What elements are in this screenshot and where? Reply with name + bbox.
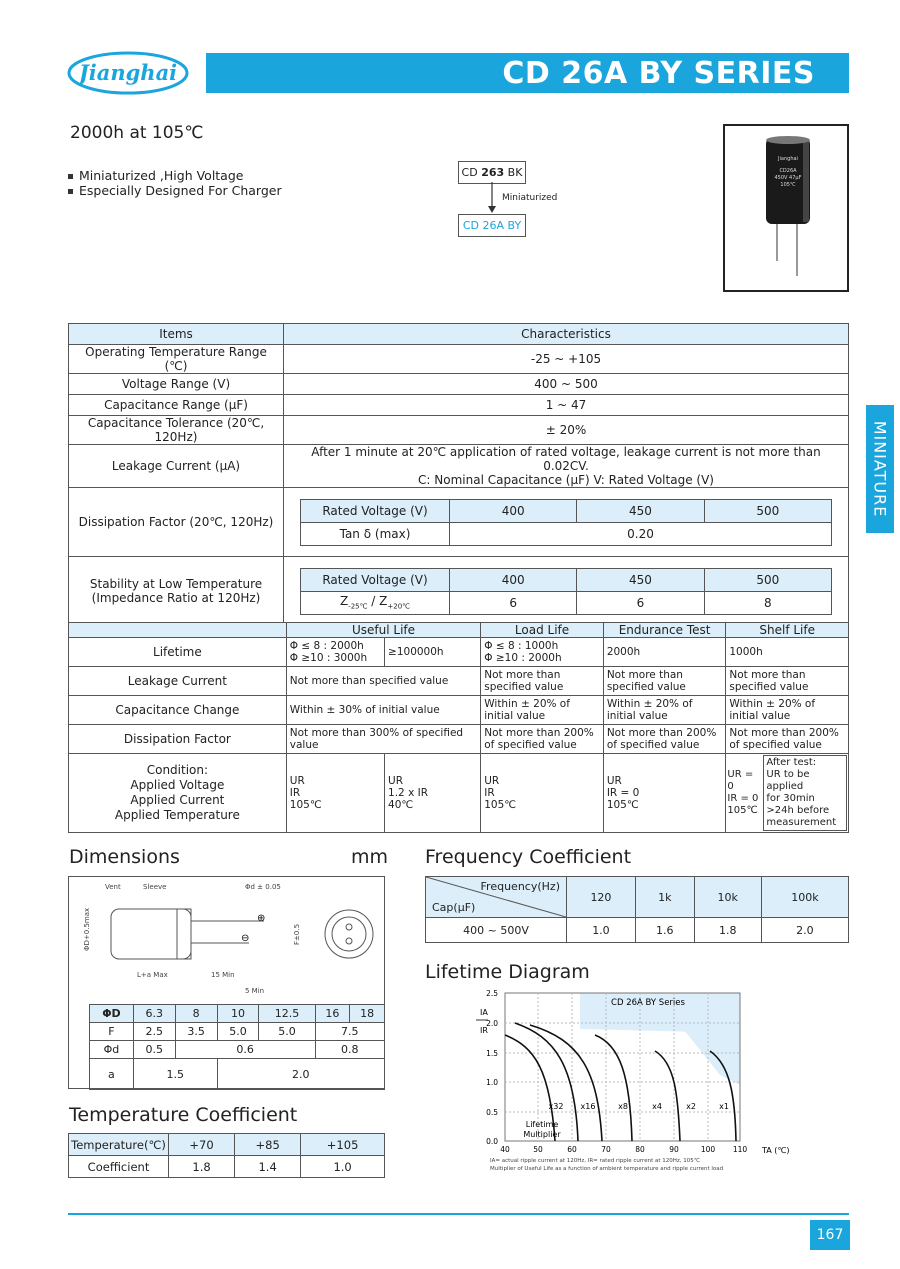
svg-text:70: 70 bbox=[601, 1145, 611, 1154]
lifetime-diagram bbox=[440, 985, 800, 1175]
svg-text:Sleeve: Sleeve bbox=[143, 883, 167, 891]
dimensions-title: Dimensions bbox=[69, 846, 180, 868]
dimensions-unit: mm bbox=[351, 846, 389, 868]
subtitle: 2000h at 105℃ bbox=[70, 123, 204, 143]
svg-text:IA= actual ripple current at 1: IA= actual ripple current at 120Hz, IR= rated ripple current at 120Hz, 105℃ bbox=[490, 1158, 700, 1164]
logo-text: Jianghai bbox=[78, 60, 178, 85]
arrow-down-icon bbox=[486, 182, 498, 214]
svg-text:IR: IR bbox=[480, 1026, 488, 1035]
svg-text:Φd ± 0.05: Φd ± 0.05 bbox=[245, 883, 281, 891]
frequency-title: Frequency Coefficient bbox=[425, 846, 632, 868]
feature-item: Especially Designed For Charger bbox=[68, 183, 282, 198]
series-from-box: CD 263 BK bbox=[458, 161, 526, 184]
svg-text:F±0.5: F±0.5 bbox=[293, 923, 301, 945]
minus-icon: ⊖ bbox=[241, 933, 250, 944]
plus-icon: ⊕ bbox=[257, 913, 266, 924]
dimensions-box bbox=[68, 876, 385, 1089]
svg-text:x2: x2 bbox=[686, 1102, 696, 1111]
svg-text:2.5: 2.5 bbox=[486, 989, 498, 998]
df-subtable: Rated Voltage (V) 400 450 500 Tan δ (max) 0.20 bbox=[300, 499, 832, 546]
svg-text:x32: x32 bbox=[548, 1102, 564, 1111]
svg-text:Vent: Vent bbox=[105, 883, 121, 891]
temperature-title: Temperature Coefficient bbox=[69, 1104, 298, 1126]
page-number: 167 bbox=[810, 1220, 850, 1250]
svg-text:CD 26A BY Series: CD 26A BY Series bbox=[611, 998, 685, 1008]
svg-text:x4: x4 bbox=[652, 1102, 662, 1111]
footer-line bbox=[68, 1213, 849, 1215]
temperature-table: Temperature(℃) +70 +85 +105 Coefficient 1.8 1.4 1.0 bbox=[68, 1133, 385, 1178]
stability-subtable: Rated Voltage (V) 400 450 500 $Z_{-25℃} / Z_{+20℃}$ 6 6 8 bbox=[300, 568, 832, 615]
frequency-table: Frequency(Hz) Cap(μF) 120 1k 10k 100k 400 ~ 500V 1.0 1.6 1.8 2.0 bbox=[425, 876, 849, 943]
life-test-table: Useful Life Load Life Endurance Test Shelf Life Lifetime Φ ≤ 8 : 2000h Φ ≥10 : 3000h ≥100000h Φ ≤ 8 : 1000h Φ ≥10 : 2000h 2000h 1000h Leakage Current Not more than specified value Not more than specified value Not more than specified value Not more than specified value Capacitance Change Within ± 30% of initial value Within ± 20% of initial value Within ± 20% of initial value Within ± 20% of initial value Dissipation Factor Not more than 300% of specified value Not more than 200% of specified value Not more than 200% of specified value Not more than 200% of specified value Condition: Applied Voltage Applied Current Applied Temperature UR IR 105℃ UR 1.2 x IR 40℃ UR IR 105℃ UR IR = 0 105℃ UR = 0 IR = 0 105℃ After test: UR to be applied for 30min >24h before measurement bbox=[68, 622, 849, 833]
product-photo bbox=[723, 124, 849, 292]
svg-text:1.5: 1.5 bbox=[486, 1049, 498, 1058]
svg-text:40: 40 bbox=[500, 1145, 510, 1154]
svg-text:x1: x1 bbox=[719, 1102, 729, 1111]
svg-text:1.0: 1.0 bbox=[486, 1078, 498, 1087]
svg-text:x8: x8 bbox=[618, 1102, 628, 1111]
svg-text:Jianghai: Jianghai bbox=[778, 156, 798, 162]
svg-text:CD26A: CD26A bbox=[779, 168, 797, 174]
svg-text:5 Min: 5 Min bbox=[245, 987, 265, 995]
characteristics-table: Items Characteristics Operating Temperature Range (℃) -25 ~ +105 Voltage Range (V) 400 ~ 500 Capacitance Range (μF) 1 ~ 47 Capacitance Tolerance (20℃, 120Hz) ± 20% Leakage Current (μA) After 1 minute at 20℃ application of rated voltage, leakage current is not more than 0.02CV. C: Nominal Capacitance (μF) V: Rated Voltage (V) Dissipation Factor (20℃, 120Hz) Rated Voltage (V) 400 450 500 Tan δ (max) 0.20 Stability at Low Temperature (Impedance Ratio at 120Hz) Rated Voltage (V) 400 450 500 $Z_{-25℃} / Z_{+20℃}$ 6 6 8 bbox=[68, 323, 849, 626]
svg-text:450V 47μF: 450V 47μF bbox=[774, 175, 802, 181]
svg-text:ΦD+0.5max: ΦD+0.5max bbox=[83, 907, 91, 951]
svg-text:Lifetime: Lifetime bbox=[525, 1120, 559, 1129]
svg-text:TA (℃): TA (℃) bbox=[762, 1146, 790, 1155]
side-tab-miniature: MINIATURE bbox=[866, 405, 894, 533]
svg-text:IA: IA bbox=[480, 1008, 488, 1017]
svg-text:110: 110 bbox=[732, 1145, 748, 1154]
svg-text:80: 80 bbox=[635, 1145, 645, 1154]
svg-text:x16: x16 bbox=[580, 1102, 596, 1111]
after-test-note: After test: UR to be applied for 30min >24h before measurement bbox=[763, 755, 847, 831]
feature-item: Miniaturized ,High Voltage bbox=[68, 168, 243, 183]
page-title: CD 26A BY SERIES bbox=[502, 56, 815, 91]
svg-text:105℃: 105℃ bbox=[780, 182, 796, 188]
svg-text:0.0: 0.0 bbox=[486, 1137, 498, 1146]
dimension-table: ΦD 6.3 8 10 12.5 16 18 F 2.5 3.5 5.0 5.0 7.5 Φd 0.5 0.6 0.8 a 1.5 2.0 bbox=[89, 1004, 385, 1090]
svg-text:L+a Max: L+a Max bbox=[137, 971, 168, 979]
svg-text:60: 60 bbox=[567, 1145, 577, 1154]
arrow-label: Miniaturized bbox=[502, 193, 558, 203]
lifetime-diagram-title: Lifetime Diagram bbox=[425, 961, 590, 983]
svg-text:2.0: 2.0 bbox=[486, 1019, 498, 1028]
capacitor-image bbox=[725, 126, 847, 290]
jianghai-logo bbox=[66, 50, 190, 96]
svg-text:90: 90 bbox=[669, 1145, 679, 1154]
series-to-box: CD 26A BY bbox=[458, 214, 526, 237]
dimension-drawing bbox=[69, 877, 384, 1002]
svg-text:Multiplier: Multiplier bbox=[523, 1130, 561, 1139]
svg-text:0.5: 0.5 bbox=[486, 1108, 498, 1117]
svg-text:Multiplier of Useful Life as a: Multiplier of Useful Life as a function of ambient temperature and ripple current load bbox=[490, 1166, 724, 1172]
svg-text:15 Min: 15 Min bbox=[211, 971, 235, 979]
svg-text:100: 100 bbox=[700, 1145, 716, 1154]
title-bar bbox=[206, 53, 849, 93]
svg-text:50: 50 bbox=[533, 1145, 543, 1154]
